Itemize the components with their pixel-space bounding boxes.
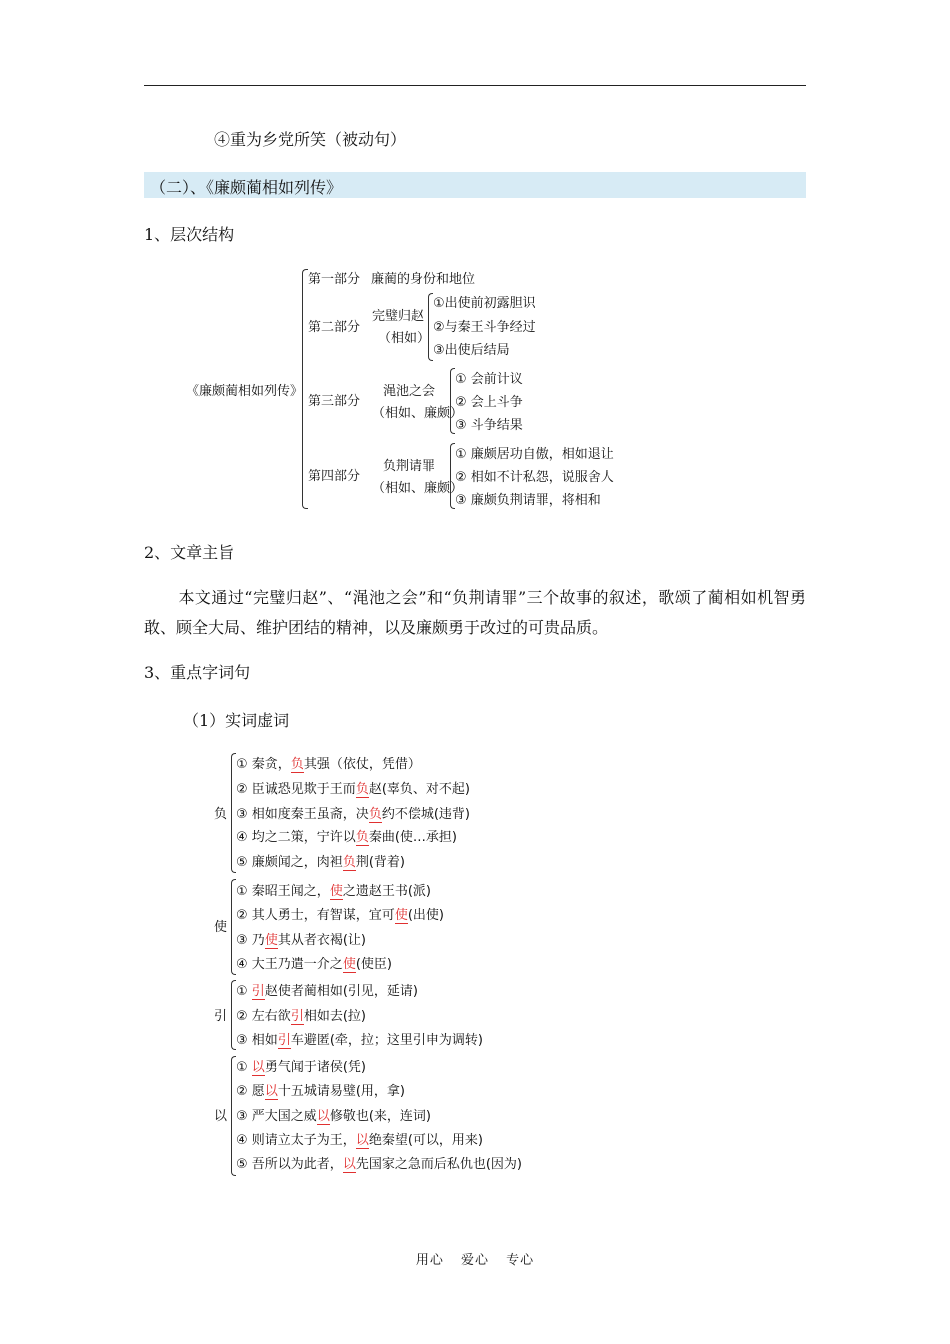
word-example: ⑤ 廉颇闻之，肉袒负荆(背着) — [236, 855, 405, 870]
part2-item: ①出使前初露胆识 — [433, 296, 536, 311]
section-heading: （二）、《廉颇蔺相如列传》 — [150, 178, 343, 197]
word-char: 引 — [214, 1009, 228, 1024]
part2-item: ③出使后结局 — [433, 343, 510, 358]
part2-who: （相如） — [378, 331, 431, 346]
highlight-word: 使 — [342, 957, 356, 972]
word-example: ② 左右欲引相如去(拉) — [236, 1009, 366, 1024]
highlight-word: 负 — [290, 757, 304, 772]
word-example: ③ 相如引车避匿(牵，拉；这里引申为调转) — [236, 1033, 483, 1048]
highlight-word: 以 — [342, 1157, 356, 1172]
word-example: ② 愿以十五城请易璧(用，拿) — [236, 1084, 405, 1099]
highlight-word: 负 — [368, 807, 382, 822]
highlight-word: 负 — [355, 830, 369, 845]
part3-label: 第三部分 — [308, 394, 361, 409]
subheading-content-function-words: （1）实词虚词 — [183, 711, 290, 730]
part2-label: 第二部分 — [308, 320, 361, 335]
part1-desc: 廉蔺的身份和地位 — [371, 272, 476, 287]
theme-paragraph-text: 本文通过“完璧归赵”、“渑池之会”和“负荆请罪”三个故事的叙述，歌颂了蔺相如机智勇敢、顾全大局、维护团结的精神，以及廉颇勇于改过的可贵品质。 — [144, 588, 806, 637]
part3-who: （相如、廉颇） — [372, 406, 464, 421]
part3-item: ② 会上斗争 — [455, 395, 523, 410]
part4-item: ② 相如不计私怨，说服舍人 — [455, 470, 614, 485]
word-example: ④ 大王乃遣一介之使(使臣) — [236, 957, 392, 972]
heading-structure: 1、层次结构 — [144, 225, 235, 244]
word-example: ④ 则请立太子为王，以绝秦望(可以，用来) — [236, 1133, 483, 1148]
heading-key-words: 3、重点字词句 — [144, 663, 251, 682]
word-example: ③ 相如度秦王虽斋，决负约不偿城(违背) — [236, 807, 470, 822]
part4-title: 负荆请罪 — [383, 459, 436, 474]
part3-title: 渑池之会 — [383, 384, 436, 399]
part2-item: ②与秦王斗争经过 — [433, 320, 536, 335]
highlight-word: 使 — [264, 933, 278, 948]
page-footer — [0, 1249, 950, 1268]
footer-word: 专心 — [506, 1253, 535, 1268]
word-example: ② 臣诚恐见欺于王而负赵(辜负、对不起) — [236, 782, 470, 797]
footer-word: 用心 — [415, 1253, 444, 1268]
word-char: 负 — [214, 807, 228, 822]
theme-paragraph — [144, 583, 806, 643]
part4-item: ③ 廉颇负荆请罪，将相和 — [455, 493, 601, 508]
highlight-word: 以 — [355, 1133, 369, 1148]
word-example: ① 秦贪，负其强（依仗，凭借） — [236, 757, 421, 772]
footer-word: 爱心 — [460, 1253, 489, 1268]
word-char: 使 — [214, 920, 228, 935]
part3-item: ① 会前计议 — [455, 372, 523, 387]
highlight-word: 引 — [277, 1033, 291, 1048]
part2-title: 完璧归赵 — [372, 309, 425, 324]
word-example: ① 秦昭王闻之，使之遗赵王书(派) — [236, 884, 431, 899]
highlight-word: 以 — [316, 1109, 330, 1124]
heading-theme: 2、文章主旨 — [144, 543, 235, 562]
part4-item: ① 廉颇居功自傲，相如退让 — [455, 447, 614, 462]
part4-label: 第四部分 — [308, 469, 361, 484]
word-example: ① 以勇气闻于诸侯(凭) — [236, 1060, 366, 1075]
header-rule — [144, 85, 806, 86]
highlight-word: 负 — [355, 782, 369, 797]
word-example: ⑤ 吾所以为此者，以先国家之急而后私仇也(因为) — [236, 1157, 522, 1172]
part4-who: （相如、廉颇） — [372, 481, 464, 496]
word-char: 以 — [214, 1109, 228, 1124]
highlight-word: 引 — [290, 1009, 304, 1024]
word-example: ③ 乃使其从者衣褐(让) — [236, 933, 366, 948]
word-example: ④ 均之二策，宁许以负秦曲(使…承担) — [236, 830, 457, 845]
highlight-word: 使 — [394, 908, 408, 923]
highlight-word: 引 — [251, 984, 265, 999]
highlight-word: 以 — [264, 1084, 278, 1099]
structure-root: 《廉颇蔺相如列传》 — [186, 384, 304, 399]
highlight-word: 负 — [342, 855, 356, 870]
highlight-word: 以 — [251, 1060, 265, 1075]
part1-label: 第一部分 — [308, 272, 361, 287]
part3-item: ③ 斗争结果 — [455, 418, 523, 433]
section-heading-band — [144, 172, 806, 198]
header-item: ④重为乡党所笑（被动句） — [214, 130, 407, 149]
word-example: ② 其人勇士，有智谋，宜可使(出使) — [236, 908, 444, 923]
highlight-word: 使 — [329, 884, 343, 899]
word-example: ③ 严大国之威以修敬也(来，连词) — [236, 1109, 431, 1124]
word-example: ① 引赵使者蔺相如(引见，延请) — [236, 984, 418, 999]
